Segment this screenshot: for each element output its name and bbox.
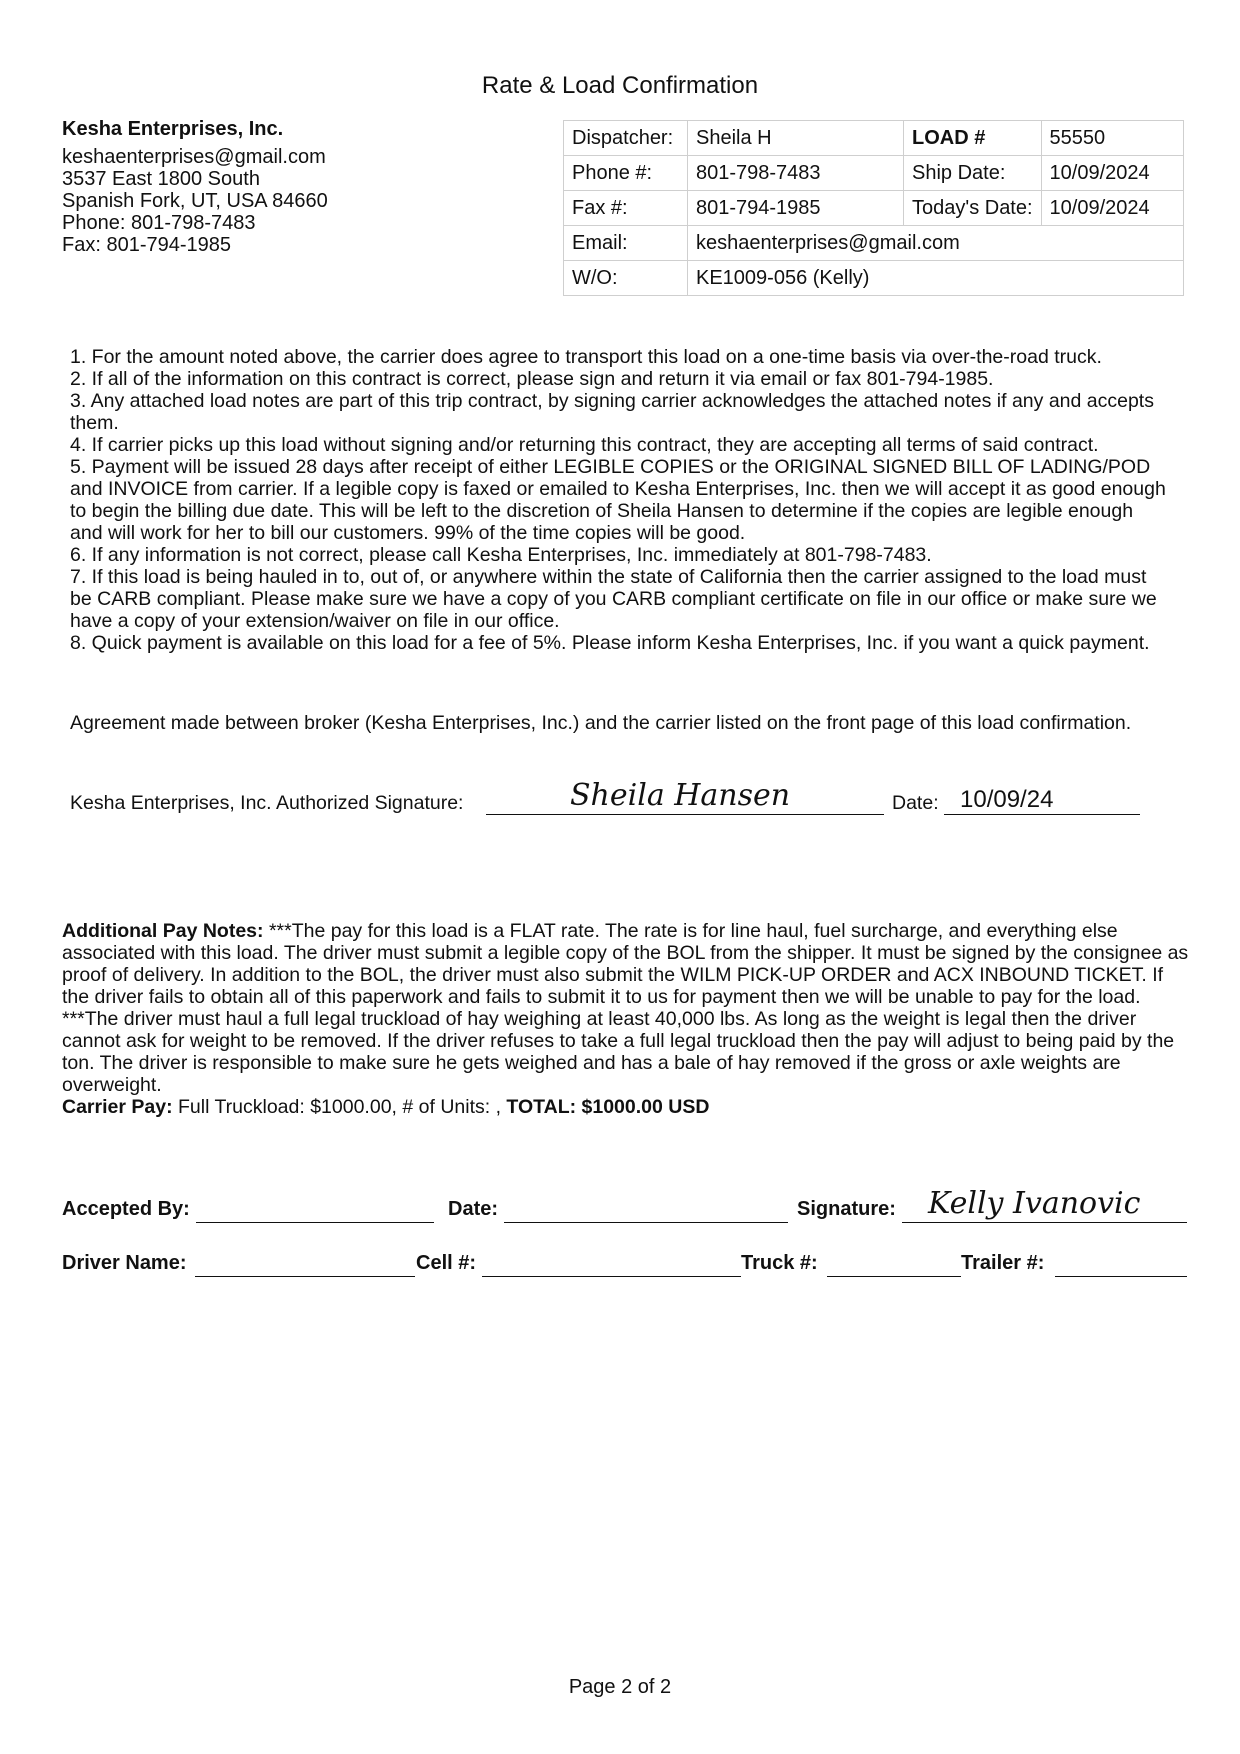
page-number: Page 2 of 2 (568, 1676, 672, 1698)
accepted-by-field[interactable] (196, 1222, 434, 1223)
work-order-value: KE1009-056 (Kelly) (688, 261, 1184, 296)
company-phone: Phone: 801-798-7483 (62, 212, 256, 234)
company-email: keshaenterprises@gmail.com (62, 146, 326, 168)
term-item: 6. If any information is not correct, please call Kesha Enterprises, Inc. immediately at 801-798-7483. (70, 544, 932, 566)
broker-date-value: 10/09/24 (960, 786, 1054, 813)
fax-value: 801-794-1985 (688, 191, 904, 226)
carrier-pay-label: Carrier Pay: (62, 1096, 173, 1118)
work-order-label: W/O: (564, 261, 688, 296)
driver-name-field[interactable] (195, 1276, 415, 1277)
company-block (62, 118, 328, 256)
todays-date-value: 10/09/2024 (1041, 191, 1183, 226)
trailer-field[interactable] (1055, 1276, 1187, 1277)
terms-list (70, 346, 1170, 654)
carrier-signature-field[interactable] (902, 1222, 1187, 1223)
broker-date-label: Date: (892, 792, 939, 814)
dispatcher-value: Sheila H (688, 121, 904, 156)
driver-row (62, 1252, 1187, 1282)
table-row (564, 121, 1184, 156)
term-item: 7. If this load is being hauled in to, out of, or anywhere within the state of California then the carrier assigned to the load must be CARB compliant. Please make sure we have a copy of you CARB compliant certificate on file in our office or make sure we have a copy of your extension/waiver on file in our office. (70, 566, 1157, 632)
fax-label: Fax #: (564, 191, 688, 226)
load-number-value: 55550 (1041, 121, 1183, 156)
carrier-signature-label: Signature: (797, 1198, 896, 1220)
accept-date-label: Date: (448, 1198, 499, 1220)
todays-date-label: Today's Date: (904, 191, 1042, 226)
term-item: 1. For the amount noted above, the carrier does agree to transport this load on a one-time basis via over-the-road truck. (70, 346, 1102, 368)
dispatcher-label: Dispatcher: (564, 121, 688, 156)
pay-notes-paragraph (62, 920, 1192, 1008)
term-item: 3. Any attached load notes are part of this trip contract, by signing carrier acknowledges the attached notes if any and accepts them. (70, 390, 1154, 434)
email-value: keshaenterprises@gmail.com (688, 226, 1184, 261)
truck-field[interactable] (827, 1276, 961, 1277)
broker-signature: Sheila Hansen (570, 778, 791, 813)
additional-pay-notes (62, 920, 1192, 1118)
carrier-signature: Kelly Ivanovic (928, 1186, 1141, 1221)
cell-field[interactable] (482, 1276, 741, 1277)
pay-notes-weight-text: ***The driver must haul a full legal truckload of hay weighing at least 40,000 lbs. As long as the weight is legal then the driver cannot ask for weight to be removed. If the driver refuses to take a full legal truckload then the pay will adjust to being paid by the ton. The driver is responsible to make sure he gets weighed and has a bale of hay removed if the gross or axle weights are overweight. (62, 1008, 1175, 1096)
phone-value: 801-798-7483 (688, 156, 904, 191)
table-row (564, 191, 1184, 226)
term-item: 2. If all of the information on this contract is correct, please sign and return it via email or fax 801-794-1985. (70, 368, 994, 390)
company-name: Kesha Enterprises, Inc. (62, 118, 284, 140)
company-fax: Fax: 801-794-1985 (62, 234, 232, 256)
company-address-line2: Spanish Fork, UT, USA 84660 (62, 190, 328, 212)
page-title: Rate & Load Confirmation (481, 72, 759, 99)
trailer-label: Trailer #: (961, 1252, 1045, 1274)
accepted-by-label: Accepted By: (62, 1198, 190, 1220)
ship-date-label: Ship Date: (904, 156, 1042, 191)
pay-notes-label: Additional Pay Notes: (62, 920, 264, 942)
load-number-label: LOAD # (904, 121, 1042, 156)
table-row (564, 156, 1184, 191)
driver-name-label: Driver Name: (62, 1252, 187, 1274)
agreement-text: Agreement made between broker (Kesha Enterprises, Inc.) and the carrier listed on the front page of this load confirmation. (70, 712, 1132, 734)
phone-label: Phone #: (564, 156, 688, 191)
acceptance-row (62, 1186, 1187, 1228)
cell-label: Cell #: (416, 1252, 477, 1274)
date-underline (944, 814, 1140, 815)
term-item: 5. Payment will be issued 28 days after receipt of either LEGIBLE COPIES or the ORIGINAL SIGNED BILL OF LADING/POD and INVOICE from carrier. If a legible copy is faxed or emailed to Kesha Enterprises, Inc. then we will accept it as good enough to begin the billing due date. This will be left to the discretion of Sheila Hansen to determine if the copies are legible enough and will work for her to bill our customers. 99% of the time copies will be good. (70, 456, 1166, 544)
term-item: 4. If carrier picks up this load without signing and/or returning this contract, they are accepting all terms of said contract. (70, 434, 1099, 456)
term-item: 8. Quick payment is available on this load for a fee of 5%. Please inform Kesha Enterprises, Inc. if you want a quick payment. (70, 632, 1150, 654)
company-address-line1: 3537 East 1800 South (62, 168, 260, 190)
carrier-pay-total: TOTAL: $1000.00 USD (506, 1096, 710, 1118)
table-row (564, 261, 1184, 296)
signature-underline (486, 814, 884, 815)
broker-signature-line (70, 778, 1170, 818)
carrier-pay-line (62, 1096, 1192, 1118)
authorized-signature-label: Kesha Enterprises, Inc. Authorized Signature: (70, 792, 464, 814)
table-row (564, 226, 1184, 261)
accept-date-field[interactable] (504, 1222, 788, 1223)
load-info-table (563, 120, 1184, 296)
ship-date-value: 10/09/2024 (1041, 156, 1183, 191)
pay-notes-text: ***The pay for this load is a FLAT rate. The rate is for line haul, fuel surcharge, and everything else associated with this load. The driver must submit a legible copy of the BOL from the shipper. It must be signed by the consignee as proof of delivery. In addition to the BOL, the driver must also submit the WILM PICK-UP ORDER and ACX INBOUND TICKET. If the driver fails to obtain all of this paperwork and fails to submit it to us for payment then we will be unable to pay for the load. (62, 920, 1189, 1008)
carrier-pay-text: Full Truckload: $1000.00, # of Units: , (172, 1096, 507, 1118)
truck-label: Truck #: (741, 1252, 818, 1274)
email-label: Email: (564, 226, 688, 261)
